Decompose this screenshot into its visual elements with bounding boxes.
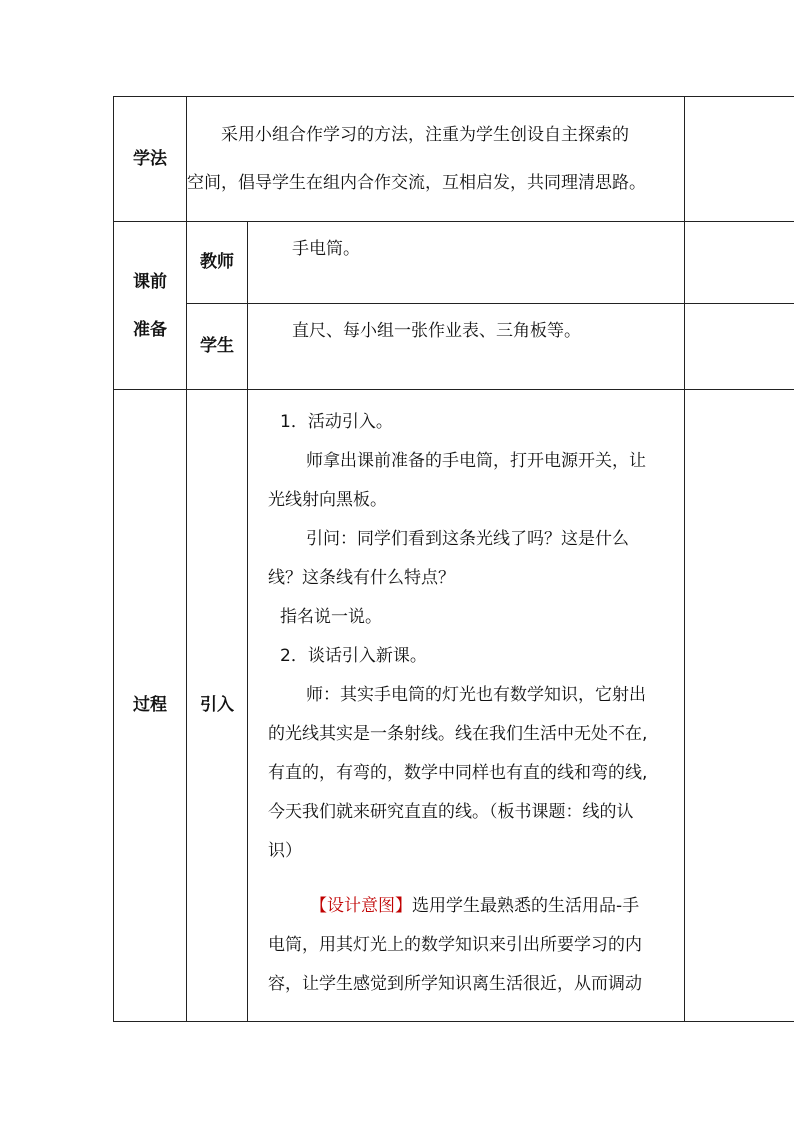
intro-label: 引入 [187,390,248,1022]
process-line: 师：其实手电筒的灯光也有数学知识，它射出 [306,685,646,705]
design-intent-tag: 【设计意图】 [310,896,412,916]
teacher-prep-text: 手电筒。 [248,222,685,304]
process-line: 识） [268,841,302,861]
prep-label-top: 课前 [133,271,167,292]
notes-cell [685,97,794,222]
method-label: 学法 [114,97,187,222]
process-line: 今天我们就来研究直直的线。（板书课题：线的认 [268,802,634,822]
teacher-label: 教师 [187,222,248,304]
method-line-2: 空间，倡导学生在组内合作交流，互相启发，共同理清思路。 [187,173,646,193]
process-label: 过程 [114,390,187,1022]
notes-cell [685,222,794,304]
process-line: 有直的，有弯的，数学中同样也有直的线和弯的线, [268,763,648,783]
student-label: 学生 [187,304,248,390]
lesson-plan-table [113,96,794,1022]
method-row [114,97,794,222]
process-line: 引问：同学们看到这条光线了吗？这是什么 [306,529,629,549]
process-line: 师拿出课前准备的手电筒，打开电源开关，让 [306,451,646,471]
process-line: 线？这条线有什么特点？ [268,568,455,588]
process-line: 指名说一说。 [280,607,382,627]
design-intent-line [264,887,684,926]
process-content [248,390,685,1022]
student-prep-text: 直尺、每小组一张作业表、三角板等。 [248,304,685,390]
process-line: 光线射向黑板。 [268,490,387,510]
process-row [114,390,794,1022]
student-prep-row [114,304,794,390]
process-line: 电筒，用其灯光上的数学知识来引出所要学习的内 [268,935,642,955]
design-intent-text: 选用学生最熟悉的生活用品-手 [412,896,640,916]
method-content [187,97,685,222]
teacher-prep-row [114,222,794,304]
method-line-1: 采用小组合作学习的方法，注重为学生创设自主探索的 [221,125,629,145]
prep-label-bottom: 准备 [133,319,167,340]
process-line: 容，让学生感觉到所学知识离生活很近，从而调动 [268,974,642,994]
process-line: 的光线其实是一条射线。线在我们生活中无处不在, [268,724,648,744]
process-line: 1．活动引入。 [280,412,393,432]
notes-cell [685,304,794,390]
process-line: 2．谈话引入新课。 [280,646,427,666]
prep-label [114,222,187,390]
notes-cell [685,390,794,1022]
